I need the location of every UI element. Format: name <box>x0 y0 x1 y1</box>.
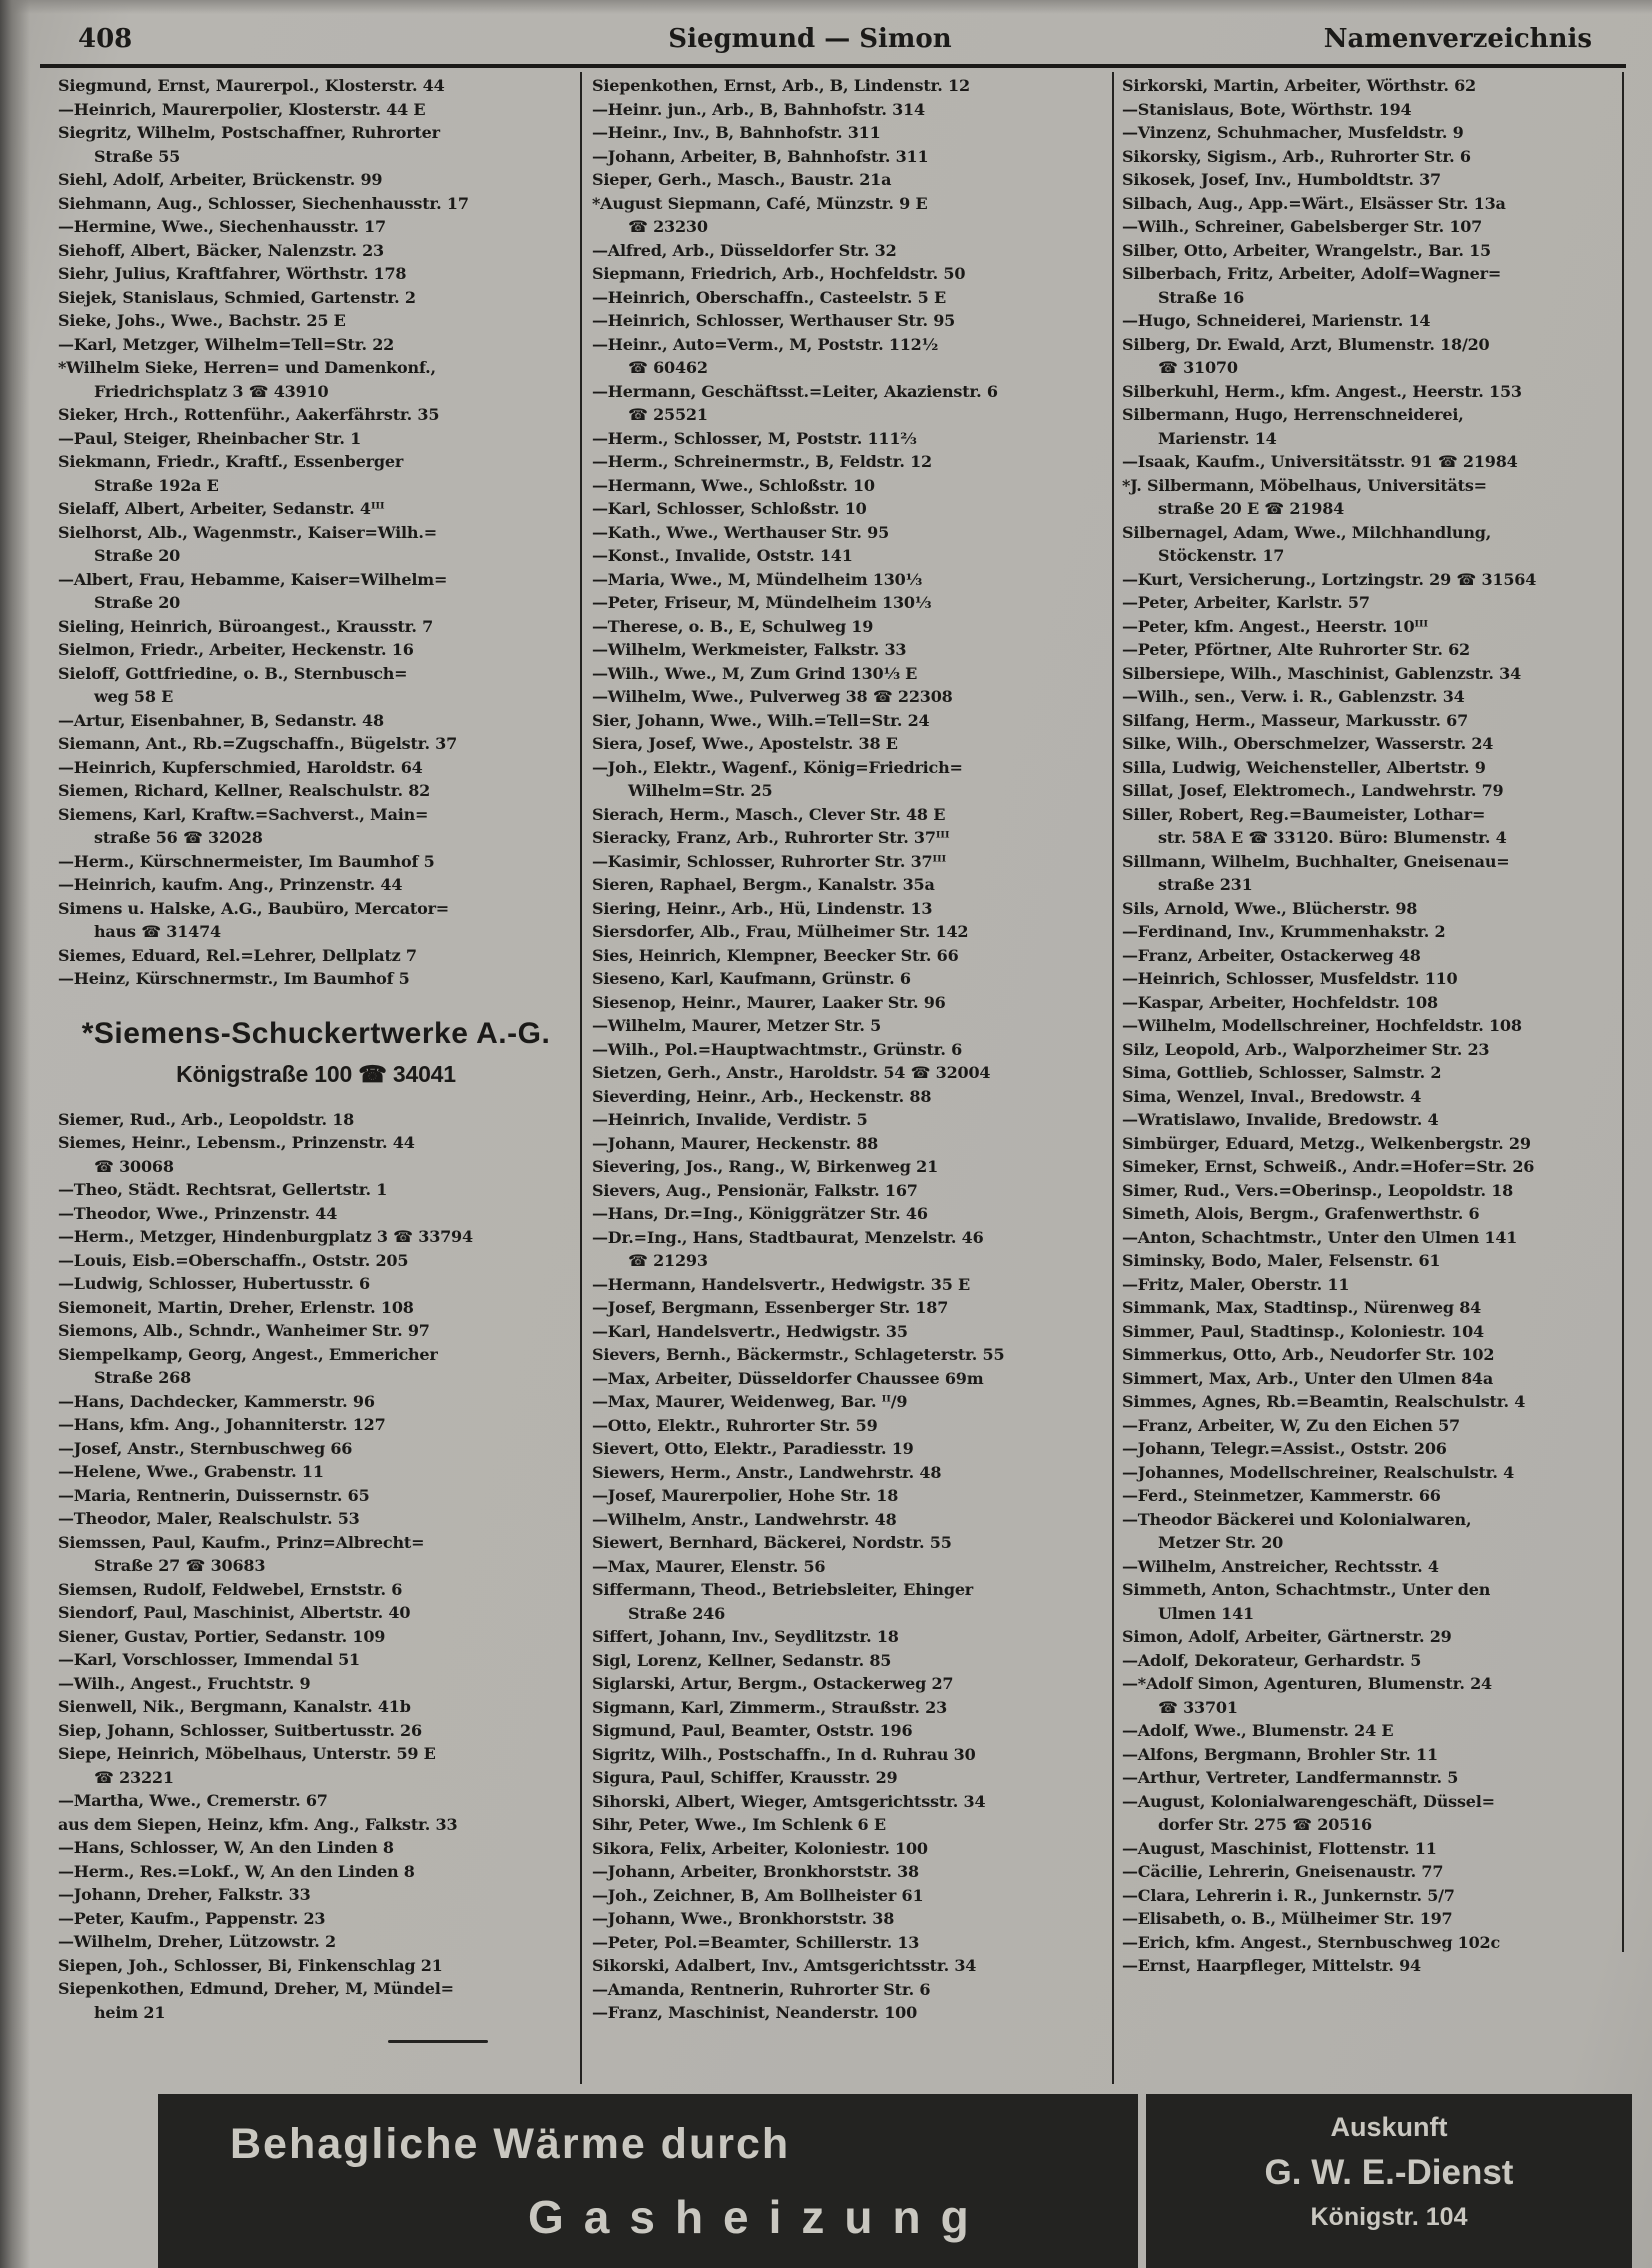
directory-line: —Hermine, Wwe., Siechenhausstr. 17 <box>58 217 386 236</box>
directory-line: —Wilhelm, Modellschreiner, Hochfeldstr. 108 <box>1122 1016 1522 1035</box>
directory-line: straße 231 <box>1158 875 1253 894</box>
directory-line: —Theodor, Maler, Realschulstr. 53 <box>58 1509 360 1528</box>
directory-line: Sikosek, Josef, Inv., Humboldtstr. 37 <box>1122 170 1441 189</box>
directory-line: Sihorski, Albert, Wieger, Amtsgerichtsstr. 34 <box>592 1791 986 1811</box>
directory-line: —Joh., Elektr., Wagenf., König=Friedrich= <box>592 757 963 777</box>
directory-line: —Johann, Arbeiter, B, Bahnhofstr. 311 <box>592 146 929 166</box>
directory-line: Siehl, Adolf, Arbeiter, Brückenstr. 99 <box>58 170 383 189</box>
directory-line: str. 58A E ☎ 33120. Büro: Blumenstr. 4 <box>1158 828 1507 847</box>
directory-line: Friedrichsplatz 3 ☎ 43910 <box>94 381 329 401</box>
directory-line: —Artur, Eisenbahner, B, Sedanstr. 48 <box>58 710 384 730</box>
directory-line: Simon, Adolf, Arbeiter, Gärtnerstr. 29 <box>1122 1627 1452 1646</box>
directory-line: straße 56 ☎ 32028 <box>94 828 263 847</box>
directory-line: —Wilhelm, Wwe., Pulverweg 38 ☎ 22308 <box>592 687 953 706</box>
directory-line: Sieverding, Heinr., Arb., Heckenstr. 88 <box>592 1086 932 1106</box>
directory-line: —Dr.=Ing., Hans, Stadtbaurat, Menzelstr. 46 <box>592 1227 984 1247</box>
directory-line: Siehr, Julius, Kraftfahrer, Wörthstr. 178 <box>58 264 407 283</box>
gasheizung-ad-line1: Behagliche Wärme durch <box>230 2120 791 2168</box>
directory-line: —Hans, Dr.=Ing., Königgrätzer Str. 46 <box>592 1204 928 1223</box>
directory-line: —Heinz, Kürschnermstr., Im Baumhof 5 <box>58 969 410 988</box>
directory-line: dorfer Str. 275 ☎ 20516 <box>1158 1815 1372 1834</box>
directory-line: —Kath., Wwe., Werthauser Str. 95 <box>592 522 890 542</box>
directory-line: Simbürger, Eduard, Metzg., Welkenbergstr. 29 <box>1122 1133 1531 1153</box>
directory-line: —Johann, Arbeiter, Bronkhorststr. 38 <box>592 1862 919 1881</box>
directory-line: Silbermann, Hugo, Herrenschneiderei, <box>1122 405 1464 424</box>
directory-line: —Adolf, Wwe., Blumenstr. 24 E <box>1122 1721 1394 1740</box>
column-1-entries-top <box>58 74 574 991</box>
directory-line: —Johann, Telegr.=Assist., Oststr. 206 <box>1122 1439 1447 1458</box>
directory-line: straße 20 E ☎ 21984 <box>1158 499 1345 518</box>
directory-line: —Heinrich, kaufm. Ang., Prinzenstr. 44 <box>58 875 403 894</box>
directory-line: —Karl, Metzger, Wilhelm=Tell=Str. 22 <box>58 334 395 354</box>
directory-line: ☎ 23230 <box>628 217 708 236</box>
directory-line: —Hermann, Geschäftsst.=Leiter, Akazienstr. 6 <box>592 381 998 401</box>
directory-line: ☎ 30068 <box>94 1156 174 1176</box>
directory-line: —Wilhelm, Anstr., Landwehrstr. 48 <box>592 1509 897 1529</box>
directory-line: Sima, Wenzel, Inval., Bredowstr. 4 <box>1122 1086 1422 1106</box>
directory-line: —Herm., Kürschnermeister, Im Baumhof 5 <box>58 851 435 871</box>
directory-line: *August Siepmann, Café, Münzstr. 9 E <box>592 193 928 213</box>
directory-line: Straße 20 <box>94 593 181 612</box>
directory-line: —Josef, Maurerpolier, Hohe Str. 18 <box>592 1486 899 1505</box>
directory-line: Siepenkothen, Ernst, Arb., B, Lindenstr. 12 <box>592 76 970 95</box>
directory-line: Siendorf, Paul, Maschinist, Albertstr. 40 <box>58 1603 411 1622</box>
directory-line: —Konst., Invalide, Oststr. 141 <box>592 546 853 565</box>
directory-line: Siegritz, Wilhelm, Postschaffner, Ruhrorter <box>58 123 440 142</box>
directory-line: Silbernagel, Adam, Wwe., Milchhandlung, <box>1122 522 1492 542</box>
directory-line: Siemes, Heinr., Lebensm., Prinzenstr. 44 <box>58 1133 415 1152</box>
directory-line: Sievers, Aug., Pensionär, Falkstr. 167 <box>592 1180 918 1200</box>
directory-line: —Peter, Arbeiter, Karlstr. 57 <box>1122 593 1370 612</box>
directory-line: Sigmund, Paul, Beamter, Oststr. 196 <box>592 1721 913 1740</box>
directory-line: Sikora, Felix, Arbeiter, Koloniestr. 100 <box>592 1838 928 1858</box>
page-gutter-shadow <box>0 0 30 2268</box>
directory-line: ☎ 23221 <box>94 1767 174 1787</box>
directory-line: Sieloff, Gottfriedine, o. B., Sternbusch= <box>58 663 408 683</box>
directory-line: Simmert, Max, Arb., Unter den Ulmen 84a <box>1122 1368 1494 1388</box>
directory-line: Sierach, Herm., Masch., Clever Str. 48 E <box>592 804 946 824</box>
directory-line: Straße 192a E <box>94 475 219 495</box>
directory-line: Sies, Heinrich, Klempner, Beecker Str. 66 <box>592 945 959 965</box>
directory-line: Sillat, Josef, Elektromech., Landwehrstr. 79 <box>1122 781 1504 800</box>
directory-line: Silbersiepe, Wilh., Maschinist, Gablenzstr. 34 <box>1122 663 1522 683</box>
header-section-label: Namenverzeichnis <box>1323 24 1592 54</box>
directory-line: —Max, Maurer, Weidenweg, Bar. ᴵᴵ/9 <box>592 1392 908 1411</box>
directory-line: —Franz, Arbeiter, W, Zu den Eichen 57 <box>1122 1415 1460 1435</box>
directory-line: —Kurt, Versicherung., Lortzingstr. 29 ☎ 31564 <box>1122 569 1537 589</box>
directory-line: Silfang, Herm., Masseur, Markusstr. 67 <box>1122 710 1469 730</box>
directory-line: Straße 27 ☎ 30683 <box>94 1556 266 1575</box>
directory-line: —Otto, Elektr., Ruhrorter Str. 59 <box>592 1415 878 1435</box>
directory-line: —Ernst, Haarpfleger, Mittelstr. 94 <box>1122 1956 1421 1975</box>
directory-line: Sieracky, Franz, Arb., Ruhrorter Str. 37ᴵᴵᴵ <box>592 828 950 847</box>
directory-line: Stöckenstr. 17 <box>1158 546 1285 565</box>
directory-line: Simmeth, Anton, Schachtmstr., Unter den <box>1122 1580 1491 1599</box>
ad-company-name: *Siemens-Schuckertwerke A.-G. <box>81 1016 551 1050</box>
directory-line: —Louis, Eisb.=Oberschaffn., Oststr. 205 <box>58 1250 409 1270</box>
directory-line: ☎ 31070 <box>1158 358 1238 377</box>
directory-line: —Johann, Dreher, Falkstr. 33 <box>58 1885 311 1904</box>
header-rule <box>40 64 1626 68</box>
directory-line: Siffert, Johann, Inv., Seydlitzstr. 18 <box>592 1627 899 1646</box>
column-divider-1 <box>580 72 582 2084</box>
directory-line: —Wratislawo, Invalide, Bredowstr. 4 <box>1122 1110 1439 1129</box>
directory-line: —Max, Maurer, Elenstr. 56 <box>592 1556 826 1576</box>
directory-line: —Wilhelm, Anstreicher, Rechtsstr. 4 <box>1122 1556 1439 1576</box>
directory-line: —Cäcilie, Lehrerin, Gneisenaustr. 77 <box>1122 1862 1444 1881</box>
directory-line: Sielhorst, Alb., Wagenmstr., Kaiser=Wilh.= <box>58 522 437 542</box>
gasheizung-ad-line2: Gasheizung <box>528 2191 989 2243</box>
directory-line: Sigritz, Wilh., Postschaffn., In d. Ruhrau 30 <box>592 1744 976 1764</box>
directory-line: —Johann, Maurer, Heckenstr. 88 <box>592 1133 879 1153</box>
directory-line: —Wilhelm, Maurer, Metzer Str. 5 <box>592 1016 882 1035</box>
directory-line: —August, Maschinist, Flottenstr. 11 <box>1122 1838 1437 1858</box>
ad-company-address: Königstraße 100 ☎ 34041 <box>176 1060 456 1087</box>
directory-line: —Heinr. jun., Arb., B, Bahnhofstr. 314 <box>592 99 925 119</box>
column-1-entries-bottom <box>58 1108 574 2025</box>
gasheizung-ad <box>158 2094 1138 2268</box>
directory-line: —Helene, Wwe., Grabenstr. 11 <box>58 1462 324 1481</box>
directory-line: —Heinrich, Maurerpolier, Klosterstr. 44 E <box>58 99 426 119</box>
directory-line: —*Adolf Simon, Agenturen, Blumenstr. 24 <box>1122 1674 1492 1693</box>
column-divider-3 <box>1622 72 1624 1952</box>
directory-line: Simeker, Ernst, Schweiß., Andr.=Hofer=Str. 26 <box>1122 1157 1535 1176</box>
directory-line: Siehoff, Albert, Bäcker, Nalenzstr. 23 <box>58 240 384 260</box>
directory-line: Siffermann, Theod., Betriebsleiter, Ehinger <box>592 1580 974 1599</box>
directory-line: Siepe, Heinrich, Möbelhaus, Unterstr. 59 E <box>58 1744 436 1763</box>
directory-line: ☎ 60462 <box>628 358 708 377</box>
directory-line: Siegmund, Ernst, Maurerpol., Klosterstr. 44 <box>58 76 445 95</box>
directory-line: —August, Kolonialwarengeschäft, Düssel= <box>1122 1791 1495 1811</box>
directory-line: *Wilhelm Sieke, Herren= und Damenkonf., <box>58 358 436 377</box>
directory-line: Silke, Wilh., Oberschmelzer, Wasserstr. 24 <box>1122 734 1494 753</box>
directory-line: Straße 246 <box>628 1603 726 1623</box>
page-top-shadow <box>0 0 1652 14</box>
directory-line: —Ferdinand, Inv., Krummenhakstr. 2 <box>1122 922 1446 941</box>
directory-line: Simmes, Agnes, Rb.=Beamtin, Realschulstr. 4 <box>1122 1392 1526 1411</box>
directory-line: —Karl, Vorschlosser, Immendal 51 <box>58 1650 360 1669</box>
directory-line: —Kasimir, Schlosser, Ruhrorter Str. 37ᴵᴵᴵ <box>592 851 946 871</box>
directory-line: —Hans, kfm. Ang., Johanniterstr. 127 <box>58 1415 386 1434</box>
directory-line: Siempelkamp, Georg, Angest., Emmericher <box>58 1344 438 1364</box>
directory-line: Sieper, Gerh., Masch., Baustr. 21a <box>592 170 892 189</box>
header-name-range: Siegmund — Simon <box>668 24 952 54</box>
directory-line: haus ☎ 31474 <box>94 922 221 941</box>
directory-line: —Josef, Bergmann, Essenberger Str. 187 <box>592 1298 949 1317</box>
gwe-dienst-ad <box>1146 2094 1632 2268</box>
directory-line: —Hermann, Handelsvertr., Hedwigstr. 35 E <box>592 1274 971 1294</box>
directory-line: —Wilh., Schreiner, Gabelsberger Str. 107 <box>1122 217 1483 236</box>
directory-line: —Peter, Pförtner, Alte Ruhrorter Str. 62 <box>1122 640 1470 659</box>
directory-line: Ulmen 141 <box>1158 1603 1254 1623</box>
directory-line: —Anton, Schachtmstr., Unter den Ulmen 141 <box>1122 1227 1518 1247</box>
directory-line: —Karl, Handelsvertr., Hedwigstr. 35 <box>592 1321 908 1341</box>
directory-line: aus dem Siepen, Heinz, kfm. Ang., Falkstr. 33 <box>58 1814 458 1834</box>
directory-line: Silber, Otto, Arbeiter, Wrangelstr., Bar. 15 <box>1122 240 1491 260</box>
directory-line: Simens u. Halske, A.G., Baubüro, Mercator= <box>58 898 450 918</box>
directory-line: Siepenkothen, Edmund, Dreher, M, Mündel= <box>58 1979 454 1998</box>
directory-line: Siejek, Stanislaus, Schmied, Gartenstr. 2 <box>58 287 416 307</box>
directory-line: Simeth, Alois, Bergm., Grafenwerthstr. 6 <box>1122 1204 1480 1223</box>
directory-line: —Heinr., Auto=Verm., M, Poststr. 112½ <box>592 334 939 354</box>
directory-line: —Heinrich, Invalide, Verdistr. 5 <box>592 1110 868 1129</box>
directory-line: Sieren, Raphael, Bergm., Kanalstr. 35a <box>592 875 935 894</box>
directory-line: Simmer, Paul, Stadtinsp., Koloniestr. 104 <box>1122 1321 1484 1341</box>
directory-line: ☎ 25521 <box>628 405 708 424</box>
directory-line: —Stanislaus, Bote, Wörthstr. 194 <box>1122 99 1412 119</box>
directory-line: —Heinrich, Schlosser, Werthauser Str. 95 <box>592 311 956 330</box>
directory-line: —Albert, Frau, Hebamme, Kaiser=Wilhelm= <box>58 569 448 589</box>
directory-line: —Martha, Wwe., Cremerstr. 67 <box>58 1791 328 1810</box>
directory-line: Sigura, Paul, Schiffer, Krausstr. 29 <box>592 1768 898 1787</box>
directory-line: —Arthur, Vertreter, Landfermannstr. 5 <box>1122 1768 1459 1787</box>
directory-line: Silberbach, Fritz, Arbeiter, Adolf=Wagner= <box>1122 264 1502 283</box>
directory-line: Sievering, Jos., Rang., W, Birkenweg 21 <box>592 1157 939 1176</box>
directory-line: —Herm., Schlosser, M, Poststr. 111⅔ <box>592 428 917 448</box>
directory-line: Siemsen, Rudolf, Feldwebel, Ernststr. 6 <box>58 1579 403 1599</box>
directory-line: Siep, Johann, Schlosser, Suitbertusstr. 26 <box>58 1720 422 1740</box>
directory-line: Siering, Heinr., Arb., Hü, Lindenstr. 13 <box>592 898 933 918</box>
directory-line: —Franz, Arbeiter, Ostackerweg 48 <box>1122 945 1421 965</box>
directory-line: Sikorsky, Sigism., Arb., Ruhrorter Str. 6 <box>1122 146 1471 166</box>
directory-line: Siener, Gustav, Portier, Sedanstr. 109 <box>58 1626 386 1646</box>
directory-line: Straße 16 <box>1158 287 1245 307</box>
directory-line: Siewers, Herm., Anstr., Landwehrstr. 48 <box>592 1462 942 1482</box>
gwe-ad-line3: Königstr. 104 <box>1310 2203 1468 2231</box>
gwe-ad-line1: Auskunft <box>1330 2112 1448 2142</box>
directory-line: Siewert, Bernhard, Bäckerei, Nordstr. 55 <box>592 1533 952 1552</box>
directory-line: Sienwell, Nik., Bergmann, Kanalstr. 41b <box>58 1697 411 1716</box>
directory-line: Simmank, Max, Stadtinsp., Nürenweg 84 <box>1122 1298 1482 1317</box>
directory-line: —Adolf, Dekorateur, Gerhardstr. 5 <box>1122 1650 1422 1670</box>
directory-line: Sillmann, Wilhelm, Buchhalter, Gneisenau= <box>1122 851 1510 871</box>
directory-line: Sier, Johann, Wwe., Wilh.=Tell=Str. 24 <box>592 710 930 730</box>
directory-line: —Herm., Schreinermstr., B, Feldstr. 12 <box>592 452 932 471</box>
directory-line: —Peter, kfm. Angest., Heerstr. 10ᴵᴵᴵ <box>1122 616 1428 636</box>
directory-line: Siekmann, Friedr., Kraftf., Essenberger <box>58 452 404 471</box>
directory-line: —Joh., Zeichner, B, Am Bollheister 61 <box>592 1885 924 1905</box>
directory-line: Siehmann, Aug., Schlosser, Siechenhausstr. 17 <box>58 193 469 213</box>
column-2-entries <box>592 74 1106 2025</box>
directory-line: Straße 20 <box>94 546 181 565</box>
directory-line: —Heinr., Inv., B, Bahnhofstr. 311 <box>592 123 881 142</box>
directory-line: Siemoneit, Martin, Dreher, Erlenstr. 108 <box>58 1297 414 1317</box>
directory-line: Siller, Robert, Reg.=Baumeister, Lothar= <box>1122 804 1486 824</box>
directory-line: —Josef, Anstr., Sternbuschweg 66 <box>58 1438 353 1458</box>
directory-line: —Elisabeth, o. B., Mülheimer Str. 197 <box>1122 1909 1453 1928</box>
page-header <box>40 24 1640 58</box>
directory-line: ☎ 33701 <box>1158 1697 1238 1717</box>
directory-line: —Maria, Rentnerin, Duissernstr. 65 <box>58 1485 370 1505</box>
directory-line: —Theodor Bäckerei und Kolonialwaren, <box>1122 1509 1472 1529</box>
directory-line: Wilhelm=Str. 25 <box>628 781 773 800</box>
directory-line: —Johann, Wwe., Bronkhorststr. 38 <box>592 1909 895 1928</box>
directory-line: Siersdorfer, Alb., Frau, Mülheimer Str. 142 <box>592 922 969 941</box>
directory-line: Sikorski, Adalbert, Inv., Amtsgerichtsstr. 34 <box>592 1956 977 1975</box>
directory-line: —Heinrich, Kupferschmied, Haroldstr. 64 <box>58 757 423 777</box>
directory-line: Simmerkus, Otto, Arb., Neudorfer Str. 102 <box>1122 1345 1495 1364</box>
directory-line: Sielaff, Albert, Arbeiter, Sedanstr. 4ᴵᴵᴵ <box>58 499 385 518</box>
column-2 <box>592 74 1106 2025</box>
siemens-schuckertwerke-ad <box>58 991 574 1108</box>
directory-line: —Hans, Schlosser, W, An den Linden 8 <box>58 1838 394 1857</box>
directory-line: Sima, Gottlieb, Schlosser, Salmstr. 2 <box>1122 1063 1442 1082</box>
page-number: 408 <box>78 24 133 54</box>
directory-line: Silberg, Dr. Ewald, Arzt, Blumenstr. 18/20 <box>1122 334 1490 354</box>
directory-line: Metzer Str. 20 <box>1158 1533 1284 1552</box>
directory-line: —Wilh., Pol.=Hauptwachtmstr., Grünstr. 6 <box>592 1039 963 1059</box>
directory-line: —Hermann, Wwe., Schloßstr. 10 <box>592 475 875 495</box>
column1-end-divider <box>388 2040 488 2043</box>
directory-line: Silz, Leopold, Arb., Walporzheimer Str. 23 <box>1122 1039 1490 1059</box>
column-3-entries <box>1122 74 1616 1978</box>
directory-line: Sils, Arnold, Wwe., Blücherstr. 98 <box>1122 898 1418 918</box>
directory-line: —Karl, Schlosser, Schloßstr. 10 <box>592 499 867 518</box>
directory-line: —Wilh., sen., Verw. i. R., Gablenzstr. 34 <box>1122 687 1465 706</box>
directory-line: Siemes, Eduard, Rel.=Lehrer, Dellplatz 7 <box>58 945 417 965</box>
directory-line: Sigmann, Karl, Zimmerm., Straußstr. 23 <box>592 1697 948 1717</box>
directory-line: —Theo, Städt. Rechtsrat, Gellertstr. 1 <box>58 1180 388 1199</box>
directory-line: —Max, Arbeiter, Düsseldorfer Chaussee 69m <box>592 1368 984 1388</box>
directory-line: —Alfred, Arb., Düsseldorfer Str. 32 <box>592 240 897 260</box>
directory-line: —Kaspar, Arbeiter, Hochfeldstr. 108 <box>1122 992 1438 1012</box>
directory-line: —Herm., Metzger, Hindenburgplatz 3 ☎ 33794 <box>58 1227 473 1246</box>
directory-line: —Herm., Res.=Lokf., W, An den Linden 8 <box>58 1861 415 1881</box>
directory-line: Siemen, Richard, Kellner, Realschulstr. 82 <box>58 781 431 800</box>
directory-line: —Peter, Kaufm., Pappenstr. 23 <box>58 1908 326 1928</box>
directory-line: —Isaak, Kaufm., Universitätsstr. 91 ☎ 21984 <box>1122 452 1518 471</box>
directory-line: Sigl, Lorenz, Kellner, Sedanstr. 85 <box>592 1650 892 1670</box>
directory-line: Siglarski, Artur, Bergm., Ostackerweg 27 <box>592 1674 954 1693</box>
directory-line: Sieseno, Karl, Kaufmann, Grünstr. 6 <box>592 969 911 988</box>
directory-line: ☎ 21293 <box>628 1251 708 1270</box>
directory-line: Siepmann, Friedrich, Arb., Hochfeldstr. 50 <box>592 264 966 283</box>
directory-line: —Heinrich, Schlosser, Musfeldstr. 110 <box>1122 969 1458 988</box>
directory-line: Sirkorski, Martin, Arbeiter, Wörthstr. 62 <box>1122 76 1476 95</box>
column-divider-2 <box>1112 72 1114 2084</box>
directory-line: —Amanda, Rentnerin, Ruhrorter Str. 6 <box>592 1979 931 1999</box>
directory-line: —Hans, Dachdecker, Kammerstr. 96 <box>58 1391 375 1411</box>
directory-line: Siminsky, Bodo, Maler, Felsenstr. 61 <box>1122 1251 1441 1270</box>
directory-line: Silbach, Aug., App.=Wärt., Elsässer Str. 13a <box>1122 193 1506 213</box>
directory-line: Sieke, Johs., Wwe., Bachstr. 25 E <box>58 311 346 330</box>
directory-line: —Maria, Wwe., M, Mündelheim 130⅓ <box>592 569 922 589</box>
directory-line: Siemens, Karl, Kraftw.=Sachverst., Main= <box>58 804 429 824</box>
directory-line: —Paul, Steiger, Rheinbacher Str. 1 <box>58 428 362 448</box>
directory-line: —Peter, Pol.=Beamter, Schillerstr. 13 <box>592 1932 920 1952</box>
directory-line: Siera, Josef, Wwe., Apostelstr. 38 E <box>592 734 898 753</box>
directory-line: —Franz, Maschinist, Neanderstr. 100 <box>592 2003 918 2022</box>
directory-line: Marienstr. 14 <box>1158 428 1277 448</box>
directory-line: Sieker, Hrch., Rottenführ., Aakerfährstr. 35 <box>58 405 440 424</box>
directory-line: *J. Silbermann, Möbelhaus, Universitäts= <box>1122 475 1487 495</box>
gwe-ad-line2: G. W. E.-Dienst <box>1264 2153 1514 2192</box>
directory-line: —Vinzenz, Schuhmacher, Musfeldstr. 9 <box>1122 123 1464 142</box>
directory-line: Sihr, Peter, Wwe., Im Schlenk 6 E <box>592 1815 886 1834</box>
directory-line: Siemssen, Paul, Kaufm., Prinz=Albrecht= <box>58 1532 425 1552</box>
directory-line: Sietzen, Gerh., Anstr., Haroldstr. 54 ☎ 32004 <box>592 1063 991 1082</box>
directory-line: weg 58 E <box>94 687 174 706</box>
directory-line: Siepen, Joh., Schlosser, Bi, Finkenschlag 21 <box>58 1955 443 1975</box>
directory-line: Siemons, Alb., Schndr., Wanheimer Str. 97 <box>58 1321 430 1340</box>
directory-line: Sievers, Bernh., Bäckermstr., Schlageterstr. 55 <box>592 1345 1005 1364</box>
directory-line: Siemann, Ant., Rb.=Zugschaffn., Bügelstr. 37 <box>58 734 458 753</box>
directory-line: —Wilhelm, Werkmeister, Falkstr. 33 <box>592 640 907 659</box>
directory-line: Straße 55 <box>94 146 181 166</box>
directory-line: —Theodor, Wwe., Prinzenstr. 44 <box>58 1203 338 1223</box>
column-1 <box>58 74 574 2043</box>
directory-line: Silla, Ludwig, Weichensteller, Albertstr. 9 <box>1122 757 1486 777</box>
directory-line: —Peter, Friseur, M, Mündelheim 130⅓ <box>592 593 932 612</box>
directory-line: —Ludwig, Schlosser, Hubertusstr. 6 <box>58 1274 370 1293</box>
directory-line: Silberkuhl, Herm., kfm. Angest., Heerstr. 153 <box>1122 381 1522 401</box>
directory-line: Sieling, Heinrich, Büroangest., Krausstr. 7 <box>58 616 434 636</box>
directory-line: Straße 268 <box>94 1368 192 1387</box>
column-3 <box>1122 74 1616 1978</box>
directory-line: —Ferd., Steinmetzer, Kammerstr. 66 <box>1122 1486 1441 1505</box>
directory-line: heim 21 <box>94 2002 166 2022</box>
directory-line: —Fritz, Maler, Oberstr. 11 <box>1122 1274 1350 1294</box>
directory-line: —Wilh., Wwe., M, Zum Grind 130⅓ E <box>592 663 918 683</box>
directory-line: —Johannes, Modellschreiner, Realschulstr. 4 <box>1122 1462 1515 1482</box>
directory-line: Simer, Rud., Vers.=Oberinsp., Leopoldstr. 18 <box>1122 1180 1514 1200</box>
directory-line: —Wilhelm, Dreher, Lützowstr. 2 <box>58 1932 336 1951</box>
directory-line: Siesenop, Heinr., Maurer, Laaker Str. 96 <box>592 992 946 1012</box>
directory-line: —Wilh., Angest., Fruchtstr. 9 <box>58 1673 311 1693</box>
directory-line: Sielmon, Friedr., Arbeiter, Heckenstr. 16 <box>58 640 414 659</box>
directory-line: —Erich, kfm. Angest., Sternbuschweg 102c <box>1122 1932 1501 1952</box>
directory-line: —Heinrich, Oberschaffn., Casteelstr. 5 E <box>592 287 946 307</box>
directory-line: —Therese, o. B., E, Schulweg 19 <box>592 616 874 636</box>
directory-line: —Alfons, Bergmann, Brohler Str. 11 <box>1122 1744 1438 1764</box>
directory-line: —Clara, Lehrerin i. R., Junkernstr. 5/7 <box>1122 1885 1455 1905</box>
directory-line: —Hugo, Schneiderei, Marienstr. 14 <box>1122 311 1431 330</box>
directory-line: Sievert, Otto, Elektr., Paradiesstr. 19 <box>592 1439 914 1458</box>
directory-line: Siemer, Rud., Arb., Leopoldstr. 18 <box>58 1109 355 1129</box>
